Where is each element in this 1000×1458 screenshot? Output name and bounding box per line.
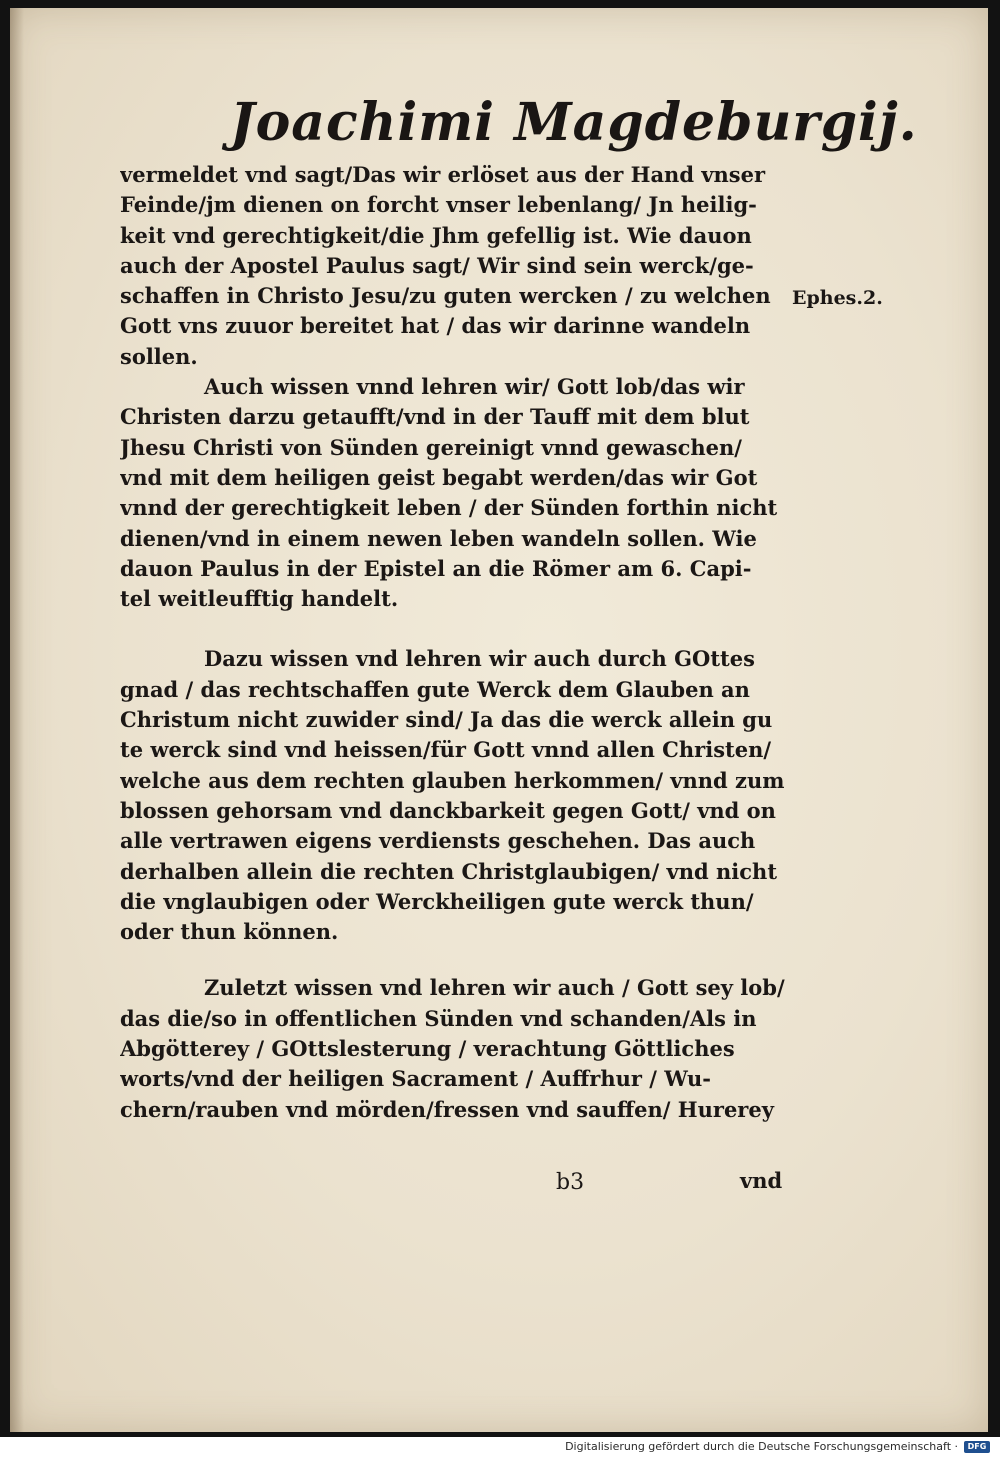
text-line: dienen/vnd in einem newen leben wandeln sollen. Wie bbox=[120, 525, 757, 551]
paragraph-spacer bbox=[120, 947, 800, 973]
text-line: chern/rauben vnd mörden/fressen vnd sauffen/ Hurerey bbox=[120, 1096, 774, 1122]
text-line: alle vertrawen eigens verdiensts geschehen. Das auch bbox=[120, 828, 756, 854]
signature-mark: b3 bbox=[556, 1170, 585, 1195]
text-line: tel weitleufftig handelt. bbox=[120, 586, 399, 612]
text-line: gnad / das rechtschaffen gute Werck dem Glauben an bbox=[120, 676, 750, 702]
text-line: worts/vnd der heiligen Sacrament / Auffrhur / Wu- bbox=[120, 1066, 711, 1092]
text-line: vnd mit dem heiligen geist begabt werden/das wir Got bbox=[120, 464, 758, 490]
text-line: Gott vns zuuor bereitet hat / das wir darinne wandeln bbox=[120, 313, 751, 339]
paragraph-1 bbox=[120, 160, 800, 372]
digitization-credit bbox=[565, 1440, 990, 1453]
text-line: Christen darzu getaufft/vnd in der Tauff mit dem blut bbox=[120, 404, 750, 430]
running-head: Joachimi Magdeburgij. bbox=[230, 92, 918, 153]
text-line: Dazu wissen vnd lehren wir auch durch GOttes bbox=[204, 646, 755, 672]
text-line: keit vnd gerechtigkeit/die Jhm gefellig ist. Wie dauon bbox=[120, 222, 752, 248]
text-line: vnnd der gerechtigkeit leben / der Sünden forthin nicht bbox=[120, 495, 778, 521]
text-line: te werck sind vnd heissen/für Gott vnnd allen Christen/ bbox=[120, 737, 772, 763]
text-line: auch der Apostel Paulus sagt/ Wir sind sein werck/ge- bbox=[120, 252, 754, 278]
text-line: oder thun können. bbox=[120, 919, 339, 945]
paragraph-3 bbox=[120, 644, 800, 947]
credit-text: Digitalisierung gefördert durch die Deutsche Forschungsgemeinschaft · bbox=[565, 1440, 958, 1453]
text-line: Zuletzt wissen vnd lehren wir auch / Gott sey lob/ bbox=[204, 975, 785, 1001]
dfg-logo-icon: DFG bbox=[964, 1441, 990, 1453]
text-line: Abgötterey / GOttslesterung / verachtung Göttliches bbox=[120, 1036, 735, 1062]
text-line: das die/so in offentlichen Sünden vnd schanden/Als in bbox=[120, 1005, 757, 1031]
text-line: vermeldet vnd sagt/Das wir erlöset aus der Hand vnser bbox=[120, 162, 766, 187]
text-line: welche aus dem rechten glauben herkommen/ vnnd zum bbox=[120, 767, 785, 793]
text-line: derhalben allein die rechten Christglaubigen/ vnd nicht bbox=[120, 858, 778, 884]
text-line: schaffen in Christo Jesu/zu guten wercken / zu welchen bbox=[120, 283, 771, 309]
text-line: Feinde/jm dienen on forcht vnser lebenlang/ Jn heilig- bbox=[120, 192, 757, 218]
paragraph-spacer bbox=[120, 614, 800, 644]
text-line: dauon Paulus in der Epistel an die Römer am 6. Capi- bbox=[120, 555, 752, 581]
text-line: Auch wissen vnnd lehren wir/ Gott lob/das wir bbox=[204, 374, 745, 400]
paragraph-4 bbox=[120, 973, 800, 1124]
body-text bbox=[120, 160, 800, 1125]
catchword: vnd bbox=[740, 1168, 783, 1193]
text-line: blossen gehorsam vnd danckbarkeit gegen Gott/ vnd on bbox=[120, 797, 776, 823]
text-line: die vnglaubigen oder Werckheiligen gute werck thun/ bbox=[120, 888, 754, 914]
text-line: Christum nicht zuwider sind/ Ja das die werck allein gu bbox=[120, 707, 773, 733]
text-line: Jhesu Christi von Sünden gereinigt vnnd gewaschen/ bbox=[120, 434, 742, 460]
paragraph-2 bbox=[120, 372, 800, 614]
marginal-note: Ephes.2. bbox=[792, 287, 883, 309]
text-line: sollen. bbox=[120, 343, 198, 369]
